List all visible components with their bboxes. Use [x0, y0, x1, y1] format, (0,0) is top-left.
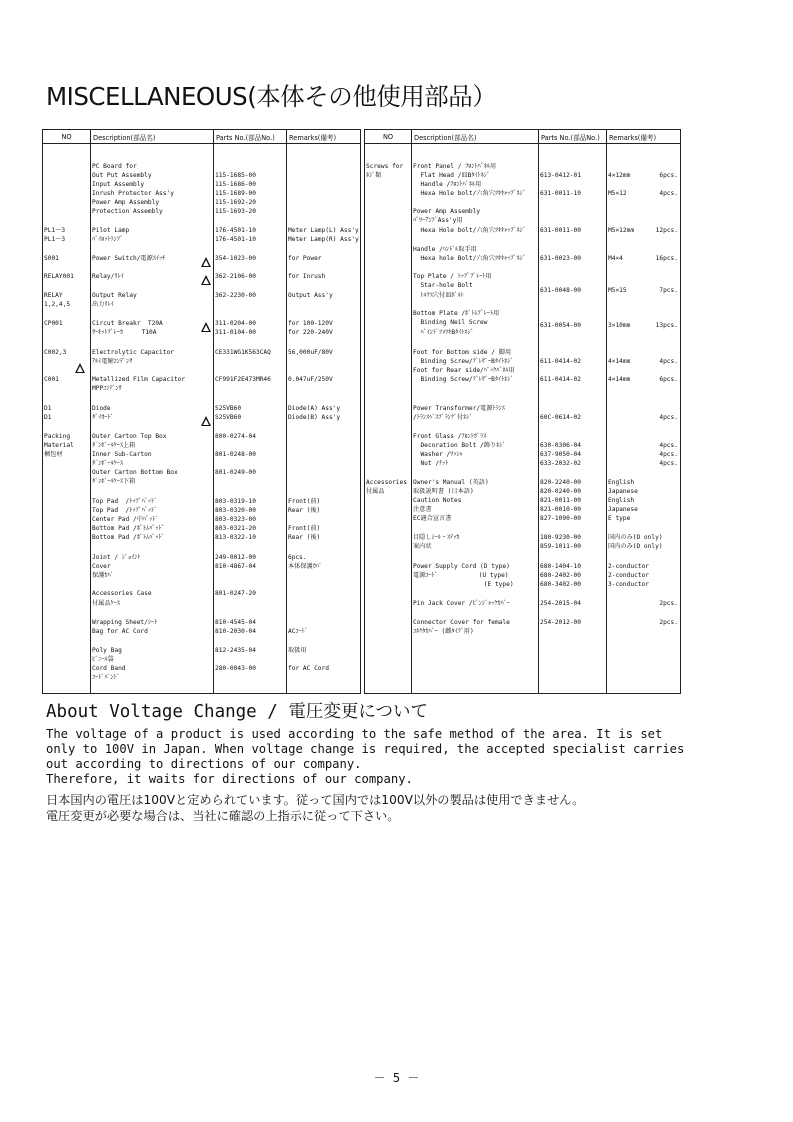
header-no: NO [365, 130, 412, 144]
left-no-column [43, 144, 90, 693]
cell-text: Japanese [608, 506, 638, 513]
cell-text: Front(前) [288, 525, 321, 532]
cell-text: 4×12mm [608, 172, 631, 179]
cell-text: 国内のみ(D only) [608, 543, 663, 550]
voltage-jp-line: 日本国内の電圧は100Vと定められています。従って国内では100V以外の製品は使用できません。 [46, 793, 585, 807]
cell-text: Inner Sub-Carton [92, 451, 152, 458]
cell-text: 611-0414-02 [540, 376, 581, 383]
cell-text: ﾀﾞﾝﾎﾞｰﾙｹｰｽ [92, 460, 123, 467]
cell-text: 176-4501-10 [215, 236, 256, 243]
cell-text: C002,3 [44, 349, 67, 356]
cell-text: Power Switch/電源ｽｲｯﾁ [92, 255, 166, 262]
cell-text: 13pcs. [655, 322, 678, 329]
cell-text: 801-0249-00 [215, 469, 256, 476]
cell-text: CF991F2E473MR46 [215, 376, 271, 383]
cell-text: Joint / ｼﾞｮｲﾝﾄ [92, 554, 141, 561]
cell-text: S25VB60 [215, 414, 242, 421]
cell-text: CP001 [44, 320, 63, 327]
cell-text: Hexa hole Bolt/六角穴ﾂｷｷｬｯﾌﾟﾈｼﾞ [413, 255, 526, 262]
parts-table-left [42, 129, 361, 694]
cell-text: ｻｰｷｯﾄﾌﾞﾚｰｶ T10A [92, 329, 157, 336]
cell-text: Inrush Protector Ass'y [92, 190, 174, 197]
cell-text: 4pcs. [659, 460, 678, 467]
cell-text: Meter Lamp(R) Ass'y [288, 236, 359, 243]
cell-text: Relay/ﾘﾚｲ [92, 273, 124, 280]
cell-text: 354-1023-00 [215, 255, 256, 262]
cell-text: Diode(A) Ass'y [288, 405, 341, 412]
voltage-jp-line: 電圧変更が必要な場合は、当社に確認の上指示に従って下さい。 [46, 809, 400, 823]
cell-text: Output Ass'y [288, 292, 333, 299]
cell-text: 810-4545-04 [215, 619, 256, 626]
cell-text: Metallized Film Capacitor [92, 376, 186, 383]
cell-text: 付属品ｹｰｽ [92, 600, 120, 607]
cell-text: 803-0323-00 [215, 516, 256, 523]
cell-text: 311-0104-00 [215, 329, 256, 336]
cell-text: Rear (後) [288, 534, 321, 541]
cell-text: D1 [44, 414, 52, 421]
cell-text: 保護ｶﾊﾞ [92, 572, 114, 579]
cell-text: Decoration Bolt /飾りﾈｼﾞ [413, 442, 506, 449]
cell-text: ﾈｼﾞ類 [366, 172, 382, 179]
cell-text: Bottom Pad /ﾎﾞﾄﾑﾊﾟｯﾄﾞ [92, 534, 165, 541]
cell-text: D1 [44, 405, 52, 412]
cell-text: 7pcs. [659, 287, 678, 294]
cell-text: English [608, 479, 635, 486]
cell-text: Poly Bag [92, 647, 122, 654]
cell-text: Center Pad /中ﾊﾟｯﾄﾞ [92, 516, 159, 523]
cell-text: 631-0011-00 [540, 227, 581, 234]
cell-text: for 100-120V [288, 320, 333, 327]
cell-text: Bottom Pad /ﾎﾞﾄﾑﾊﾟｯﾄﾞ [92, 525, 165, 532]
cell-text: 4pcs. [659, 414, 678, 421]
cell-text: Caution Notes [413, 497, 462, 504]
cell-text: Front(前) [288, 498, 321, 505]
cell-text: 4pcs. [659, 451, 678, 458]
cell-text: 4pcs. [659, 442, 678, 449]
cell-text: ﾊﾞｲﾝﾄﾞﾂﾒﾂｷBﾀｲﾄﾈｼﾞ [413, 329, 474, 336]
cell-text: Binding Screw/ﾌﾞﾚｻﾞｰBﾀｲﾄﾈｼﾞ [413, 358, 514, 365]
remarks-qty [607, 144, 680, 693]
cell-text: 680-2402-00 [540, 572, 581, 579]
cell-text: Foot for Rear side/ﾊﾞｯｸﾊﾟﾈﾙ用 [413, 367, 515, 374]
cell-text: 60C-0614-02 [540, 414, 581, 421]
cell-text: Output Relay [92, 292, 137, 299]
cell-text: S001 [44, 255, 59, 262]
cell-text: PC Board for [92, 163, 137, 170]
cell-text: 6pcs. [659, 376, 678, 383]
cell-text: 6pcs. [659, 172, 678, 179]
cell-text: 631-0011-10 [540, 190, 581, 197]
cell-text: 803-0319-10 [215, 498, 256, 505]
cell-text: 56,000uF/80V [288, 349, 333, 356]
cell-text: Accessories [366, 479, 407, 486]
cell-text: 1,2,4,5 [44, 301, 71, 308]
cell-text: Front Glass /ﾌﾛﾝﾄｶﾞﾗｽ [413, 433, 487, 440]
cell-text: 249-0012-00 [215, 554, 256, 561]
cell-text: Wrapping Sheet/ｼｰﾄ [92, 619, 158, 626]
cell-text: 3×10mm [608, 322, 631, 329]
cell-text: 注意書 [413, 506, 432, 513]
cell-text: 631-0048-00 [540, 287, 581, 294]
cell-text: 820-2240-00 [540, 479, 581, 486]
cell-text: 813-0322-10 [215, 534, 256, 541]
right-parts-column [539, 144, 606, 693]
cell-text: 国内のみ(D only) [608, 534, 663, 541]
cell-text: 6pcs. [288, 554, 307, 561]
cell-text: 611-0414-02 [540, 358, 581, 365]
cell-text: 176-4501-10 [215, 227, 256, 234]
cell-text: 12pcs. [655, 227, 678, 234]
cell-text: 311-0204-00 [215, 320, 256, 327]
cell-text: 2pcs. [659, 600, 678, 607]
cell-text: Protection Assembly [92, 208, 163, 215]
warning-triangle-icon [201, 322, 211, 332]
cell-text: Japanese [608, 488, 638, 495]
cell-text: 案内状 [413, 543, 432, 550]
cell-text: ﾋﾞﾆｰﾙ袋 [92, 656, 114, 663]
voltage-en-line: only to 100V in Japan. When voltage change is required, the accepted specialist carries [46, 742, 685, 756]
cell-text: 821-0011-00 [540, 497, 581, 504]
cell-text: ACｺｰﾄﾞ [288, 628, 308, 635]
voltage-en-line: Therefore, it waits for directions of our company. [46, 772, 413, 786]
cell-text: 本体保護ｶﾊﾞ [288, 563, 323, 570]
cell-text: Flat Head /皿Bﾀｲﾄﾈｼﾞ [413, 172, 490, 179]
warning-triangle-icon [75, 363, 85, 373]
page-number: － 5 － [373, 1071, 420, 1085]
cell-text: 0.047uF/250V [288, 376, 333, 383]
cell-text: PL1～3 [44, 236, 66, 243]
voltage-en-line: The voltage of a product is used according to the safe method of the area. It is set [46, 727, 663, 741]
cell-text: 801-0248-00 [215, 451, 256, 458]
header-remarks: Remarks(備考) [607, 130, 681, 144]
cell-text: 631-0054-00 [540, 322, 581, 329]
cell-text: ｺｰﾄﾞﾊﾞﾝﾄﾞ [92, 674, 120, 681]
right-remarks-column [607, 144, 680, 693]
cell-text: 630-0306-04 [540, 442, 581, 449]
cell-text: Cover [92, 563, 111, 570]
cell-text: 821-0010-00 [540, 506, 581, 513]
cell-text: E type [608, 515, 631, 522]
cell-text: 115-1689-00 [215, 190, 256, 197]
cell-text: 16pcs. [655, 255, 678, 262]
cell-text: 803-0321-20 [215, 525, 256, 532]
header-no: NO [43, 130, 91, 144]
cell-text: Power Supply Cord (D type) [413, 563, 510, 570]
cell-text: Pilot Lamp [92, 227, 130, 234]
cell-text: 827-1090-00 [540, 515, 581, 522]
cell-text: 800-0274-04 [215, 433, 256, 440]
cell-text: RELAY001 [44, 273, 74, 280]
cell-text: ﾀﾞﾝﾎﾞｰﾙｹｰｽ上箱 [92, 442, 136, 449]
cell-text: ﾊﾟﾜｰｱﾝﾌﾟAss'y用 [413, 217, 463, 224]
cell-text: Owner's Manual (英語) [413, 479, 489, 486]
cell-text: Power Amp Assembly [413, 208, 481, 215]
cell-text: Out Put Assembly [92, 172, 152, 179]
header-description: Description(部品名) [91, 130, 214, 144]
cell-text: 362-2230-00 [215, 292, 256, 299]
cell-text: M5×12 [608, 190, 627, 197]
cell-text: C001 [44, 376, 59, 383]
cell-text: Input Assembly [92, 181, 145, 188]
cell-text: 801-0247-20 [215, 590, 256, 597]
cell-text: Packing [44, 433, 71, 440]
cell-text: for Power [288, 255, 322, 262]
cell-text: 812-2435-04 [215, 647, 256, 654]
cell-text: 115-1685-00 [215, 172, 256, 179]
cell-text: M4×4 [608, 255, 623, 262]
cell-text: Diode(B) Ass'y [288, 414, 341, 421]
cell-text: Outer Carton Bottom Box [92, 469, 178, 476]
cell-text: 115-1692-20 [215, 199, 256, 206]
cell-text: 電源ｺｰﾄﾞ (U type) [413, 572, 509, 579]
cell-text: 680-1404-10 [540, 563, 581, 570]
cell-text: 4×14mm [608, 358, 631, 365]
header-parts-no: Parts No.(部品No.) [214, 130, 287, 144]
cell-text: 810-2030-04 [215, 628, 256, 635]
cell-text: 637-9050-04 [540, 451, 581, 458]
cell-text: Washer /ﾜｯｼｬ [413, 451, 463, 458]
right-no-column [365, 144, 411, 693]
cell-text: Pin Jack Cover /ﾋﾟﾝｼﾞｬｯｸｶﾊﾞｰ [413, 600, 510, 607]
cell-text: 280-0043-00 [215, 665, 256, 672]
cell-text: 613-0412-01 [540, 172, 581, 179]
warning-triangle-icon [201, 416, 211, 426]
voltage-en-line: out according to directions of our company. [46, 757, 362, 771]
cell-text: for 220-240V [288, 329, 333, 336]
cell-text: Hexa Hole bolt/六角穴ﾂｷｷｬｯﾌﾟﾈｼﾞ [413, 227, 526, 234]
cell-text: for Inrush [288, 273, 326, 280]
left-description-column [91, 144, 213, 693]
cell-text: ﾄﾙｸｽ穴付皿ﾎﾞﾙﾄ [413, 292, 464, 299]
cell-text: 取扱説明書 (日本語) [413, 488, 474, 495]
cell-text: 803-0320-00 [215, 507, 256, 514]
cell-text: M5×15 [608, 287, 627, 294]
cell-text: ｱﾙﾐ電解ｺﾝﾃﾞﾝｻ [92, 358, 133, 365]
cell-text: 付属品 [366, 488, 385, 495]
cell-text: 810-4867-04 [215, 563, 256, 570]
cell-text: Material [44, 442, 74, 449]
cell-text: 254-2015-04 [540, 600, 581, 607]
header-remarks: Remarks(備考) [287, 130, 361, 144]
cell-text: 633-2032-02 [540, 460, 581, 467]
cell-text: Bag for AC Cord [92, 628, 148, 635]
cell-text: 680-3402-00 [540, 581, 581, 588]
cell-text: Circut Breakr T20A [92, 320, 163, 327]
cell-text: Star-hole Bolt [413, 282, 473, 289]
cell-text: Bottom Plate /ﾎﾞﾄﾑﾌﾟﾚｰﾄ用 [413, 310, 500, 317]
cell-text: for AC Cord [288, 665, 329, 672]
page-title: MISCELLANEOUS(本体その他使用部品） [46, 82, 497, 111]
cell-text: Rear (後) [288, 507, 321, 514]
voltage-heading: About Voltage Change / 電圧変更について [46, 702, 428, 722]
cell-text: 362-2106-00 [215, 273, 256, 280]
cell-text: Foot for Bottom side / 脚用 [413, 349, 512, 356]
cell-text: Hexa Hole bolt/六角穴ﾂｷｷｬｯﾌﾟﾈｼﾞ [413, 190, 526, 197]
cell-text: 4×14mm [608, 376, 631, 383]
cell-text: Handle /ﾊﾝﾄﾞﾙ取手用 [413, 246, 477, 253]
cell-text: Front Panel / ﾌﾛﾝﾄﾊﾟﾈﾙ用 [413, 163, 497, 170]
header-description: Description(部品名) [412, 130, 539, 144]
cell-text: Meter Lamp(L) Ass'y [288, 227, 359, 234]
cell-text: Screws for [366, 163, 404, 170]
cell-text: 出力ﾘﾚｲ [92, 301, 114, 308]
cell-text: MPPｺﾝﾃﾞﾝｻ [92, 385, 122, 392]
cell-text: ﾊﾟｲﾛｯﾄﾗﾝﾌﾟ [92, 236, 123, 243]
cell-text: Connector Cover for female [413, 619, 510, 626]
cell-text: Binding Neil Screw [413, 319, 488, 326]
cell-text: Top Pad /ﾄｯﾌﾟﾊﾟｯﾄﾞ [92, 498, 158, 505]
cell-text: Diode [92, 405, 111, 412]
cell-text: 820-0240-00 [540, 488, 581, 495]
cell-text: 4pcs. [659, 190, 678, 197]
cell-text: Handle /ﾌﾛﾝﾄﾊﾟﾈﾙ用 [413, 181, 482, 188]
cell-text: ｺﾈｸﾀｶﾊﾞｰ (雌ﾀｲﾌﾟ用) [413, 628, 474, 635]
cell-text: 取扱用 [288, 647, 307, 654]
cell-text: 梱包材 [44, 451, 63, 458]
cell-text: Accessories Case [92, 590, 152, 597]
cell-text: CE331WG1K563CAQ [215, 349, 271, 356]
cell-text: 2-conductor [608, 572, 649, 579]
cell-text: 859-1011-00 [540, 543, 581, 550]
cell-text: 180-9230-00 [540, 534, 581, 541]
cell-text: Binding Screw/ﾌﾞﾚｻﾞｰBﾀｲﾄﾈｼﾞ [413, 376, 514, 383]
warning-triangle-icon [201, 275, 211, 285]
header-parts-no: Parts No.(部品No.) [539, 130, 607, 144]
cell-text: 115-1693-20 [215, 208, 256, 215]
cell-text: Power Amp Assembly [92, 199, 160, 206]
cell-text: Electrolytic Capacitor [92, 349, 174, 356]
cell-text: 254-2012-00 [540, 619, 581, 626]
cell-text: 目隠しｼｰﾙ・ｽﾃｯｶ [413, 534, 460, 541]
cell-text: 4pcs. [659, 358, 678, 365]
parts-table-right [364, 129, 681, 694]
right-description-column [412, 144, 538, 693]
cell-text: ﾀﾞｲｵｰﾄﾞ [92, 414, 114, 421]
cell-text: 631-0023-00 [540, 255, 581, 262]
cell-text: Outer Carton Top Box [92, 433, 167, 440]
left-remarks-column [287, 144, 360, 693]
left-parts-column [214, 144, 286, 693]
cell-text: ﾀﾞﾝﾎﾞｰﾙｹｰｽ下箱 [92, 478, 136, 485]
cell-text: M5×12mm [608, 227, 635, 234]
cell-text: Top Plate / ﾄｯﾌﾟﾌﾟﾚｰﾄ用 [413, 273, 492, 280]
cell-text: S25VB60 [215, 405, 242, 412]
cell-text: PL1～3 [44, 227, 66, 234]
cell-text: RELAY [44, 292, 63, 299]
cell-text: 2-conductor [608, 563, 649, 570]
cell-text: Nut /ﾅｯﾄ [413, 460, 449, 467]
cell-text: Power Transformer/電源ﾄﾗﾝｽ [413, 405, 505, 412]
cell-text: Top Pad /ﾄｯﾌﾟﾊﾟｯﾄﾞ [92, 507, 158, 514]
cell-text: 2pcs. [659, 619, 678, 626]
cell-text: English [608, 497, 635, 504]
cell-text: /ﾄﾗﾝｽﾍﾞｽﾌﾞﾗﾝｸﾞ付ﾈｼﾞ [413, 414, 473, 421]
cell-text: 115-1686-00 [215, 181, 256, 188]
cell-text: (E type) [413, 581, 514, 588]
cell-text: EC適合宣言書 [413, 515, 452, 522]
cell-text: 3-conductor [608, 581, 649, 588]
cell-text: Cord Band [92, 665, 126, 672]
warning-triangle-icon [201, 257, 211, 267]
